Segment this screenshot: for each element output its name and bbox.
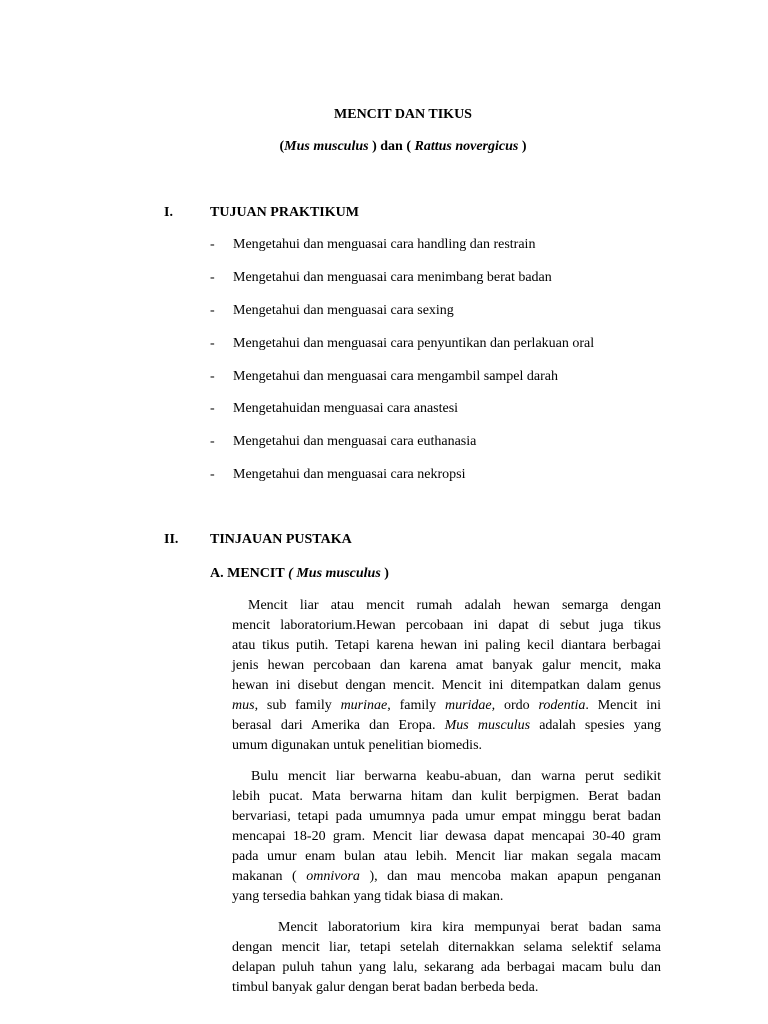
subsection-a-paren-open: ( [284,566,297,581]
bullet-dash: - [210,336,215,351]
text-run: adalah spesies yang [530,718,661,733]
paragraph-line: lebih pucat. Mata berwarna hitam dan kulit berpigmen. Berat badan [232,789,661,804]
goal-text: Mengetahui dan menguasai cara menimbang berat badan [233,270,552,285]
text-run: ), dan mau mencoba makan apapun penganan [359,869,661,884]
paragraph-line: pada umur enam bulan atau lebih. Mencit liar makan segala macam [232,849,661,864]
text-run: , sub family [254,698,341,713]
subtitle-close: ) [518,139,527,154]
subsection-a-species: Mus musculus [296,566,381,581]
paragraph-line: Mencit liar atau mencit rumah adalah hewan semarga dengan [248,598,661,613]
paragraph-line: bervariasi, tetapi pada umumnya pada umur empat minggu berat badan [232,809,661,824]
subsection-a-prefix: A. MENCIT [210,566,285,581]
subfamily-term: murinae [340,698,388,713]
paragraph-line: atau tikus putih. Tetapi karena hewan ini paling kecil diantara berbagai [232,638,661,653]
paragraph-2 [232,767,661,907]
paragraph-1 [232,596,661,756]
bullet-dash: - [210,467,215,482]
family-term: muridae, [444,698,496,713]
text-run: berasal dari Amerika dan Eropa. [232,718,445,733]
text-run: . Mencit ini [585,698,661,713]
bullet-dash: - [210,369,215,384]
goal-text: Mengetahuidan menguasai cara anastesi [233,401,459,416]
goal-item [210,369,558,385]
paragraph-line: timbul banyak galur dengan berat badan berbeda beda. [232,980,539,995]
paragraph-line: Bulu mencit liar berwarna keabu-abuan, dan warna perut sedikit [251,769,661,784]
bullet-dash: - [210,303,215,318]
diet-term: omnivora [306,869,360,884]
goal-text: Mengetahui dan menguasai cara mengambil sampel darah [233,369,558,384]
paragraph-line: dengan mencit liar, tetapi setelah diternakkan selama selektif selama [232,940,661,955]
subtitle-species-rat: Rattus novergicus [414,139,519,154]
subtitle-mid: ) dan ( [368,139,415,154]
subsection-a-paren-close: ) [380,566,389,581]
species-term: Mus musculus [444,718,531,733]
goal-item [210,467,465,483]
section-2-title: TINJAUAN PUSTAKA [210,532,352,547]
document-subtitle [0,139,768,155]
goal-text: Mengetahui dan menguasai cara penyuntikan dan perlakuan oral [233,336,595,351]
text-run: makanan ( [232,869,307,884]
goal-item [210,303,454,319]
genus-term: mus [232,698,255,713]
goal-text: Mengetahui dan menguasai cara handling dan restrain [233,237,536,252]
paragraph-line: mencapai 18-20 gram. Mencit liar dewasa dapat mencapai 30-40 gram [232,829,661,844]
document-title: MENCIT DAN TIKUS [334,107,472,122]
text-run: ordo [495,698,539,713]
section-2-number: II. [164,532,179,547]
subsection-a-heading [210,566,389,582]
section-1-title: TUJUAN PRAKTIKUM [210,205,359,220]
goal-item [210,434,476,450]
paragraph-line: delapan puluh tahun yang lalu, sekarang ada berbagai macam bulu dan [232,960,661,975]
goal-text: Mengetahui dan menguasai cara sexing [233,303,454,318]
goal-item [210,336,594,352]
subtitle-open: ( [279,139,285,154]
paragraph-line: mencit laboratorium.Hewan percobaan ini dapat di sebut juga tikus [232,618,661,633]
goal-text: Mengetahui dan menguasai cara nekropsi [233,467,466,482]
paragraph-line: jenis hewan percobaan dan karena amat banyak galur mencit, maka [232,658,661,673]
paragraph-line: Mencit laboratorium kira kira mempunyai berat badan sama [278,920,661,935]
section-1-number: I. [164,205,173,220]
paragraph-line [232,716,661,736]
paragraph-line [232,696,661,716]
paragraph-line: yang tersedia bahkan yang tidak biasa di makan. [232,889,504,904]
paragraph-line: umum digunakan untuk penelitian biomedis. [232,738,483,753]
bullet-dash: - [210,401,215,416]
text-run: , family [387,698,445,713]
bullet-dash: - [210,270,215,285]
order-term: rodentia [538,698,586,713]
bullet-dash: - [210,434,215,449]
goal-text: Mengetahui dan menguasai cara euthanasia [233,434,477,449]
goal-item [210,237,535,253]
paragraph-3 [232,918,661,998]
bullet-dash: - [210,237,215,252]
goal-item [210,401,458,417]
paragraph-line [232,867,661,887]
paragraph-line: hewan ini disebut dengan mencit. Mencit ini ditempatkan dalam genus [232,678,661,693]
goal-item [210,270,552,286]
subtitle-species-mouse: Mus musculus [284,139,369,154]
